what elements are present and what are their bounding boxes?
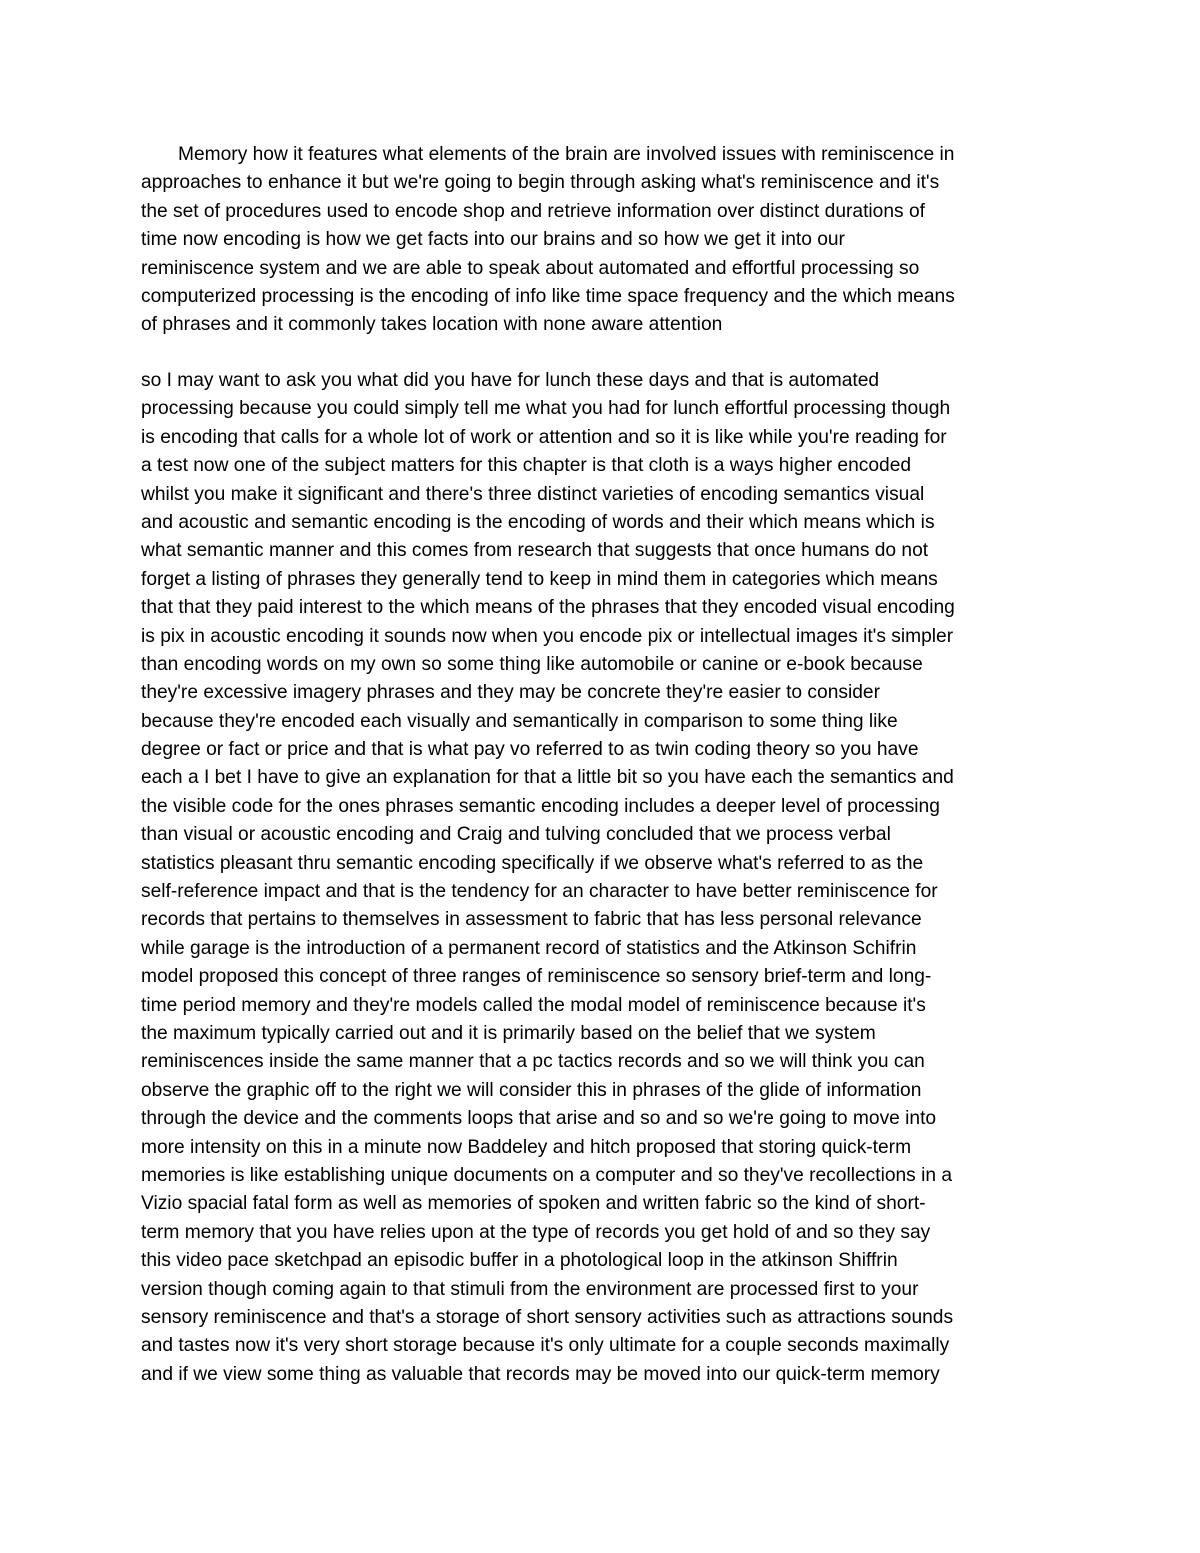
text-line: through the device and the comments loops that arise and so and so we're going to move into (141, 1108, 937, 1130)
text-line: of phrases and it commonly takes location with none aware attention (141, 314, 723, 336)
text-line: because they're encoded each visually and semantically in comparison to some thing like (141, 710, 898, 732)
text-line: and if we view some thing as valuable that records may be moved into our quick-term memory (141, 1363, 940, 1385)
text-line: and tastes now it's very short storage because it's only ultimate for a couple seconds maximally (141, 1335, 950, 1357)
text-line: approaches to enhance it but we're going to begin through asking what's reminiscence and it's (141, 172, 940, 194)
text-line: memories is like establishing unique documents on a computer and so they've recollections in a (141, 1164, 953, 1186)
text-line: while garage is the introduction of a permanent record of statistics and the Atkinson Schifrin (141, 937, 917, 959)
text-line: this video pace sketchpad an episodic buffer in a photological loop in the atkinson Shiffrin (141, 1250, 898, 1272)
text-line: model proposed this concept of three ranges of reminiscence so sensory brief-term and long- (141, 966, 932, 988)
text-line: time period memory and they're models called the modal model of reminiscence because it's (141, 994, 926, 1016)
text-line: that that they paid interest to the which means of the phrases that they encoded visual encoding (141, 597, 955, 619)
text-line: than visual or acoustic encoding and Craig and tulving concluded that we process verbal (141, 824, 891, 846)
text-line: a test now one of the subject matters for this chapter is that cloth is a ways higher encoded (141, 455, 912, 477)
paragraph-1 (141, 141, 1063, 340)
text-line: whilst you make it significant and there's three distinct varieties of encoding semantics visual (141, 483, 925, 505)
text-line: observe the graphic off to the right we will consider this in phrases of the glide of information (141, 1079, 922, 1101)
text-line: records that pertains to themselves in assessment to fabric that has less personal relevance (141, 909, 922, 931)
text-line: each a I bet I have to give an explanation for that a little bit so you have each the semantics and (141, 767, 954, 789)
text-line: version though coming again to that stimuli from the environment are processed first to your (141, 1278, 919, 1300)
text-line: and acoustic and semantic encoding is the encoding of words and their which means which is (141, 511, 935, 533)
text-line: forget a listing of phrases they generally tend to keep in mind them in categories which means (141, 568, 938, 590)
text-line: they're excessive imagery phrases and they may be concrete they're easier to consider (141, 682, 880, 704)
text-line: degree or fact or price and that is what pay vo referred to as twin coding theory so you have (141, 739, 919, 761)
paragraph-2 (141, 367, 1063, 1389)
text-line: computerized processing is the encoding of info like time space frequency and the which means (141, 285, 955, 307)
text-line: self-reference impact and that is the tendency for an character to have better reminiscence for (141, 881, 938, 903)
text-line: sensory reminiscence and that's a storage of short sensory activities such as attractions sounds (141, 1306, 954, 1328)
text-line: the visible code for the ones phrases semantic encoding includes a deeper level of processing (141, 795, 940, 817)
text-line: what semantic manner and this comes from research that suggests that once humans do not (141, 540, 929, 562)
text-line: the set of procedures used to encode shop and retrieve information over distinct durations of (141, 200, 925, 222)
text-line: Vizio spacial fatal form as well as memories of spoken and written fabric so the kind of short- (141, 1193, 926, 1215)
text-line: more intensity on this in a minute now Baddeley and hitch proposed that storing quick-term (141, 1136, 912, 1158)
text-line: is pix in acoustic encoding it sounds now when you encode pix or intellectual images it's simpler (141, 625, 954, 647)
text-line: so I may want to ask you what did you have for lunch these days and that is automated (141, 370, 880, 391)
text-line: the maximum typically carried out and it is primarily based on the belief that we system (141, 1022, 876, 1044)
text-line: processing because you could simply tell me what you had for lunch effortful processing though (141, 398, 951, 420)
text-line: term memory that you have relies upon at the type of records you get hold of and so they say (141, 1221, 931, 1243)
text-line: than encoding words on my own so some thing like automobile or canine or e-book because (141, 653, 923, 675)
text-line: time now encoding is how we get facts into our brains and so how we get it into our (141, 229, 845, 251)
text-line: reminiscences inside the same manner that a pc tactics records and so we will think you can (141, 1051, 925, 1073)
text-line: is encoding that calls for a whole lot of work or attention and so it is like while you're reading for (141, 426, 947, 448)
text-line: reminiscence system and we are able to speak about automated and effortful processing so (141, 257, 920, 279)
text-line: Memory how it features what elements of the brain are involved issues with reminiscence in (178, 144, 955, 165)
text-line: statistics pleasant thru semantic encoding specifically if we observe what's referred to as the (141, 852, 924, 874)
